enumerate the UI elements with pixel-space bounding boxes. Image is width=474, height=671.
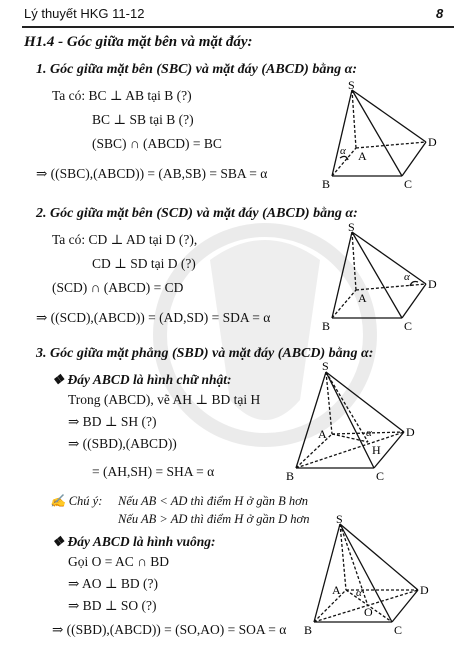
f4-label-S: S xyxy=(336,514,343,526)
section-3-heading-text: 3. Góc giữa mặt phẳng (SBD) và mặt đáy (ABCD) bằng xyxy=(36,346,358,361)
note-label: ✍ Chú ý: xyxy=(50,494,103,508)
s3-subheading-square: ❖ Đáy ABCD là hình vuông: xyxy=(52,534,216,549)
section-3-alpha: α: xyxy=(360,346,374,361)
f4-label-A: A xyxy=(332,583,341,597)
f3-edge-SH xyxy=(326,372,368,442)
f4-label-O: O xyxy=(364,605,373,619)
f2-label-B: B xyxy=(322,319,331,333)
f3-label-A: A xyxy=(318,427,327,441)
s3-line-3: ⇒ ((SBD),(ABCD)) xyxy=(68,436,177,451)
f4-label-alpha: α xyxy=(356,587,362,599)
s2-line-4: ⇒ ((SCD),(ABCD)) = (AD,SD) = SDA = α xyxy=(36,310,271,325)
f1-edge-SB xyxy=(332,90,352,176)
s2-line-2: CD ⊥ SD tại D (?) xyxy=(92,256,196,271)
f1-edge-SA xyxy=(352,90,356,148)
header-title: Lý thuyết HKG 11-12 xyxy=(24,6,145,21)
f3-label-B: B xyxy=(286,469,295,483)
f2-label-alpha: α xyxy=(404,271,410,283)
f3-edge-SC xyxy=(326,372,374,468)
f2-label-S: S xyxy=(348,222,355,234)
f1-edge-CD xyxy=(402,142,426,176)
f4-label-B: B xyxy=(304,623,313,637)
note-line-1: Nếu AB < AD thì điểm H ở gần B hơn xyxy=(118,494,309,508)
s3-line-4: = (AH,SH) = SHA = α xyxy=(92,464,215,479)
f3-edge-BD xyxy=(296,432,404,468)
f1-edge-AD xyxy=(356,142,426,148)
section-1-heading-text: 1. Góc giữa mặt bên (SBC) và mặt đáy (ABCD) bằng xyxy=(36,62,342,77)
f2-edge-SC xyxy=(352,232,402,318)
f2-edge-AD xyxy=(356,284,426,290)
s1-line-1: Ta có: BC ⊥ AB tại B (?) xyxy=(52,88,192,103)
f2-label-C: C xyxy=(404,319,413,333)
f1-label-D: D xyxy=(428,135,437,149)
figure-4-pyramid xyxy=(300,514,430,638)
s1-line-4: ⇒ ((SBC),(ABCD)) = (AB,SB) = SBA = α xyxy=(36,166,268,181)
f2-label-A: A xyxy=(358,291,367,305)
section-2-heading-text: 2. Góc giữa mặt bên (SCD) và mặt đáy (ABCD) bằng xyxy=(36,206,342,221)
f1-label-S: S xyxy=(348,80,355,92)
s3-m-line-3: ⇒ BD ⊥ SO (?) xyxy=(68,598,157,613)
f2-label-D: D xyxy=(428,277,437,291)
figure-1-pyramid xyxy=(318,80,448,192)
f1-edge-SC xyxy=(352,90,402,176)
f4-label-C: C xyxy=(394,623,403,637)
s2-line-3: (SCD) ∩ (ABCD) = CD xyxy=(52,280,184,295)
section-2-heading xyxy=(36,206,358,222)
note-line-2: Nếu AB > AD thì điểm H ở gần D hơn xyxy=(118,512,310,526)
f1-label-alpha: α xyxy=(340,145,346,157)
section-1-alpha: α: xyxy=(344,62,358,77)
f2-edge-CD xyxy=(402,284,426,318)
f2-edge-SA xyxy=(352,232,356,290)
s3-line-1: Trong (ABCD), vẽ AH ⊥ BD tại H xyxy=(68,392,261,407)
f1-label-C: C xyxy=(404,177,413,191)
s3-m-line-1: Gọi O = AC ∩ BD xyxy=(68,554,169,569)
f3-label-alpha: α xyxy=(366,427,372,439)
s3-m-line-4: ⇒ ((SBD),(ABCD)) = (SO,AO) = SOA = α xyxy=(52,622,287,637)
f2-edge-SD xyxy=(352,232,426,284)
s3-subheading-rectangle: ❖ Đáy ABCD là hình chữ nhật: xyxy=(52,372,232,387)
f3-edge-SD xyxy=(326,372,404,432)
figure-3-pyramid xyxy=(282,360,422,484)
s1-line-3: (SBC) ∩ (ABCD) = BC xyxy=(92,136,222,151)
f1-label-A: A xyxy=(358,149,367,163)
f3-label-S: S xyxy=(322,360,329,373)
f1-label-B: B xyxy=(322,177,331,191)
f1-edge-SD xyxy=(352,90,426,142)
section-1-heading xyxy=(36,62,357,78)
page-number: 8 xyxy=(436,6,444,21)
figure-2-pyramid xyxy=(318,222,448,334)
s1-line-2: BC ⊥ SB tại B (?) xyxy=(92,112,194,127)
s2-line-1: Ta có: CD ⊥ AD tại D (?), xyxy=(52,232,198,247)
header-rule xyxy=(22,26,454,28)
f3-label-C: C xyxy=(376,469,385,483)
section-2-alpha: α: xyxy=(345,206,358,221)
f4-edge-CD xyxy=(392,590,418,622)
s3-m-line-2: ⇒ AO ⊥ BD (?) xyxy=(68,576,158,591)
s3-line-2: ⇒ BD ⊥ SH (?) xyxy=(68,414,157,429)
f3-label-D: D xyxy=(406,425,415,439)
f2-edge-SB xyxy=(332,232,352,318)
f4-edge-SB xyxy=(314,524,340,622)
page-title: H1.4 - Góc giữa mặt bên và mặt đáy: xyxy=(24,34,253,50)
f3-label-H: H xyxy=(372,443,381,457)
f4-label-D: D xyxy=(420,583,429,597)
f3-edge-AH xyxy=(332,434,368,442)
